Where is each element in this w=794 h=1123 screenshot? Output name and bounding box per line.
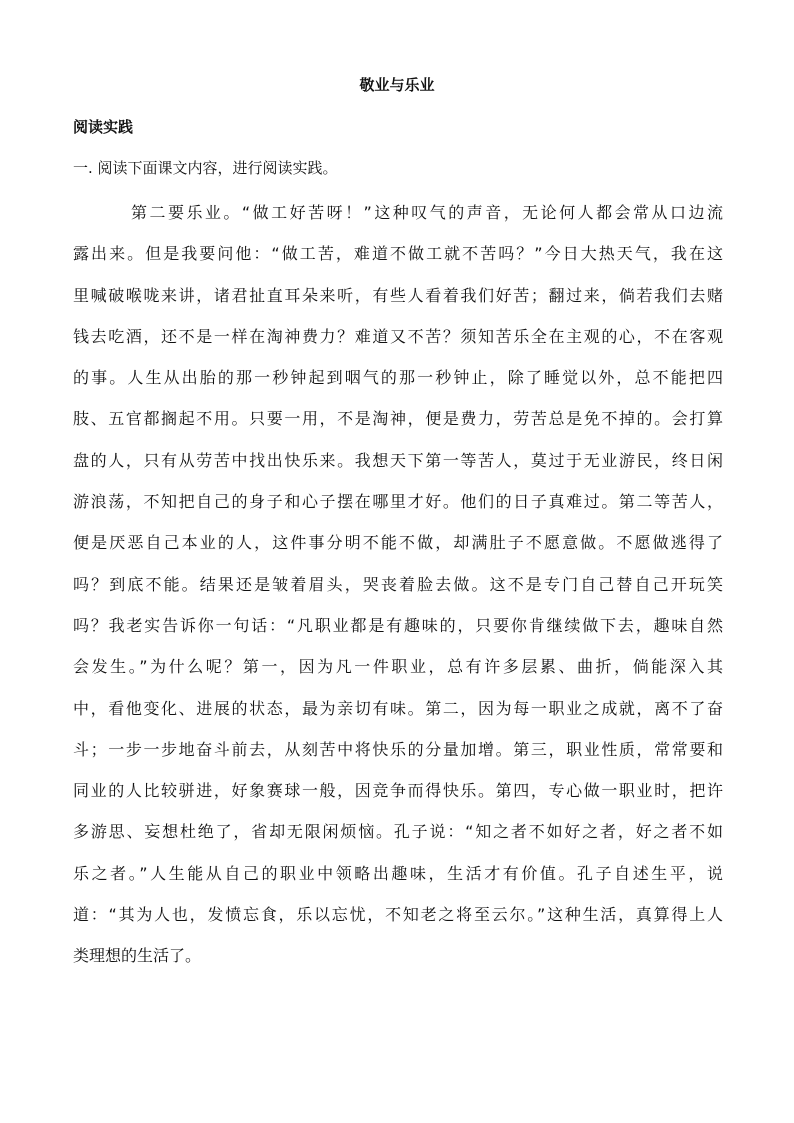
passage-line: 类理想的生活了。 xyxy=(73,946,202,966)
section-heading: 阅读实践 xyxy=(73,118,134,136)
passage-line: 钱去吃酒，还不是一样在淘神费力？难道又不苦？须知苦乐全在主观的心，不在客观 xyxy=(73,326,723,346)
passage-line: 吗？我老实告诉你一句话：“凡职业都是有趣味的，只要你肯继续做下去，趣味自然 xyxy=(73,615,723,635)
passage-line: 会发生。”为什么呢？第一，因为凡一件职业，总有许多层累、曲折，倘能深入其 xyxy=(73,657,723,677)
passage-line: 吗？到底不能。结果还是皱着眉头，哭丧着脸去做。这不是专门自己替自己开玩笑 xyxy=(73,574,723,594)
passage-line: 多游思、妄想杜绝了，省却无限闲烦恼。孔子说：“知之者不如好之者，好之者不如 xyxy=(73,822,723,842)
page-title: 敬业与乐业 xyxy=(359,76,435,94)
passage-line: 同业的人比较骈进，好象赛球一般，因竞争而得快乐。第四，专心做一职业时，把许 xyxy=(73,781,723,801)
passage-line: 游浪荡，不知把自己的身子和心子摆在哪里才好。他们的日子真难过。第二等苦人， xyxy=(73,492,723,512)
passage-line: 露出来。但是我要问他：“做工苦，难道不做工就不苦吗？”今日大热天气，我在这 xyxy=(73,244,723,264)
passage-line: 肢、五官都搁起不用。只要一用，不是淘神，便是费力，劳苦总是免不掉的。会打算 xyxy=(73,409,723,429)
passage-line: 第二要乐业。“做工好苦呀！”这种叹气的声音，无论何人都会常从口边流 xyxy=(131,203,723,222)
passage-line: 道：“其为人也，发愤忘食，乐以忘忧，不知老之将至云尔。”这种生活，真算得上人 xyxy=(73,905,723,925)
passage-line: 的事。人生从出胎的那一秒钟起到咽气的那一秒钟止，除了睡觉以外，总不能把四 xyxy=(73,368,723,388)
passage-line: 斗；一步一步地奋斗前去，从刻苦中将快乐的分量加增。第三，职业性质，常常要和 xyxy=(73,739,723,759)
passage-line: 里喊破喉咙来讲，诸君扯直耳朵来听，有些人看着我们好苦；翻过来，倘若我们去赌 xyxy=(73,285,723,305)
reading-passage xyxy=(73,192,723,977)
passage-line: 中，看他变化、进展的状态，最为亲切有味。第二，因为每一职业之成就，离不了奋 xyxy=(73,698,723,718)
passage-line: 盘的人，只有从劳苦中找出快乐来。我想天下第一等苦人，莫过于无业游民，终日闲 xyxy=(73,450,723,470)
passage-line: 乐之者。”人生能从自己的职业中领略出趣味，生活才有价值。孔子自述生平，说 xyxy=(73,863,723,883)
passage-line: 便是厌恶自己本业的人，这件事分明不能不做，却满肚子不愿意做。不愿做逃得了 xyxy=(73,533,723,553)
question-instruction: 一. 阅读下面课文内容，进行阅读实践。 xyxy=(73,159,338,177)
